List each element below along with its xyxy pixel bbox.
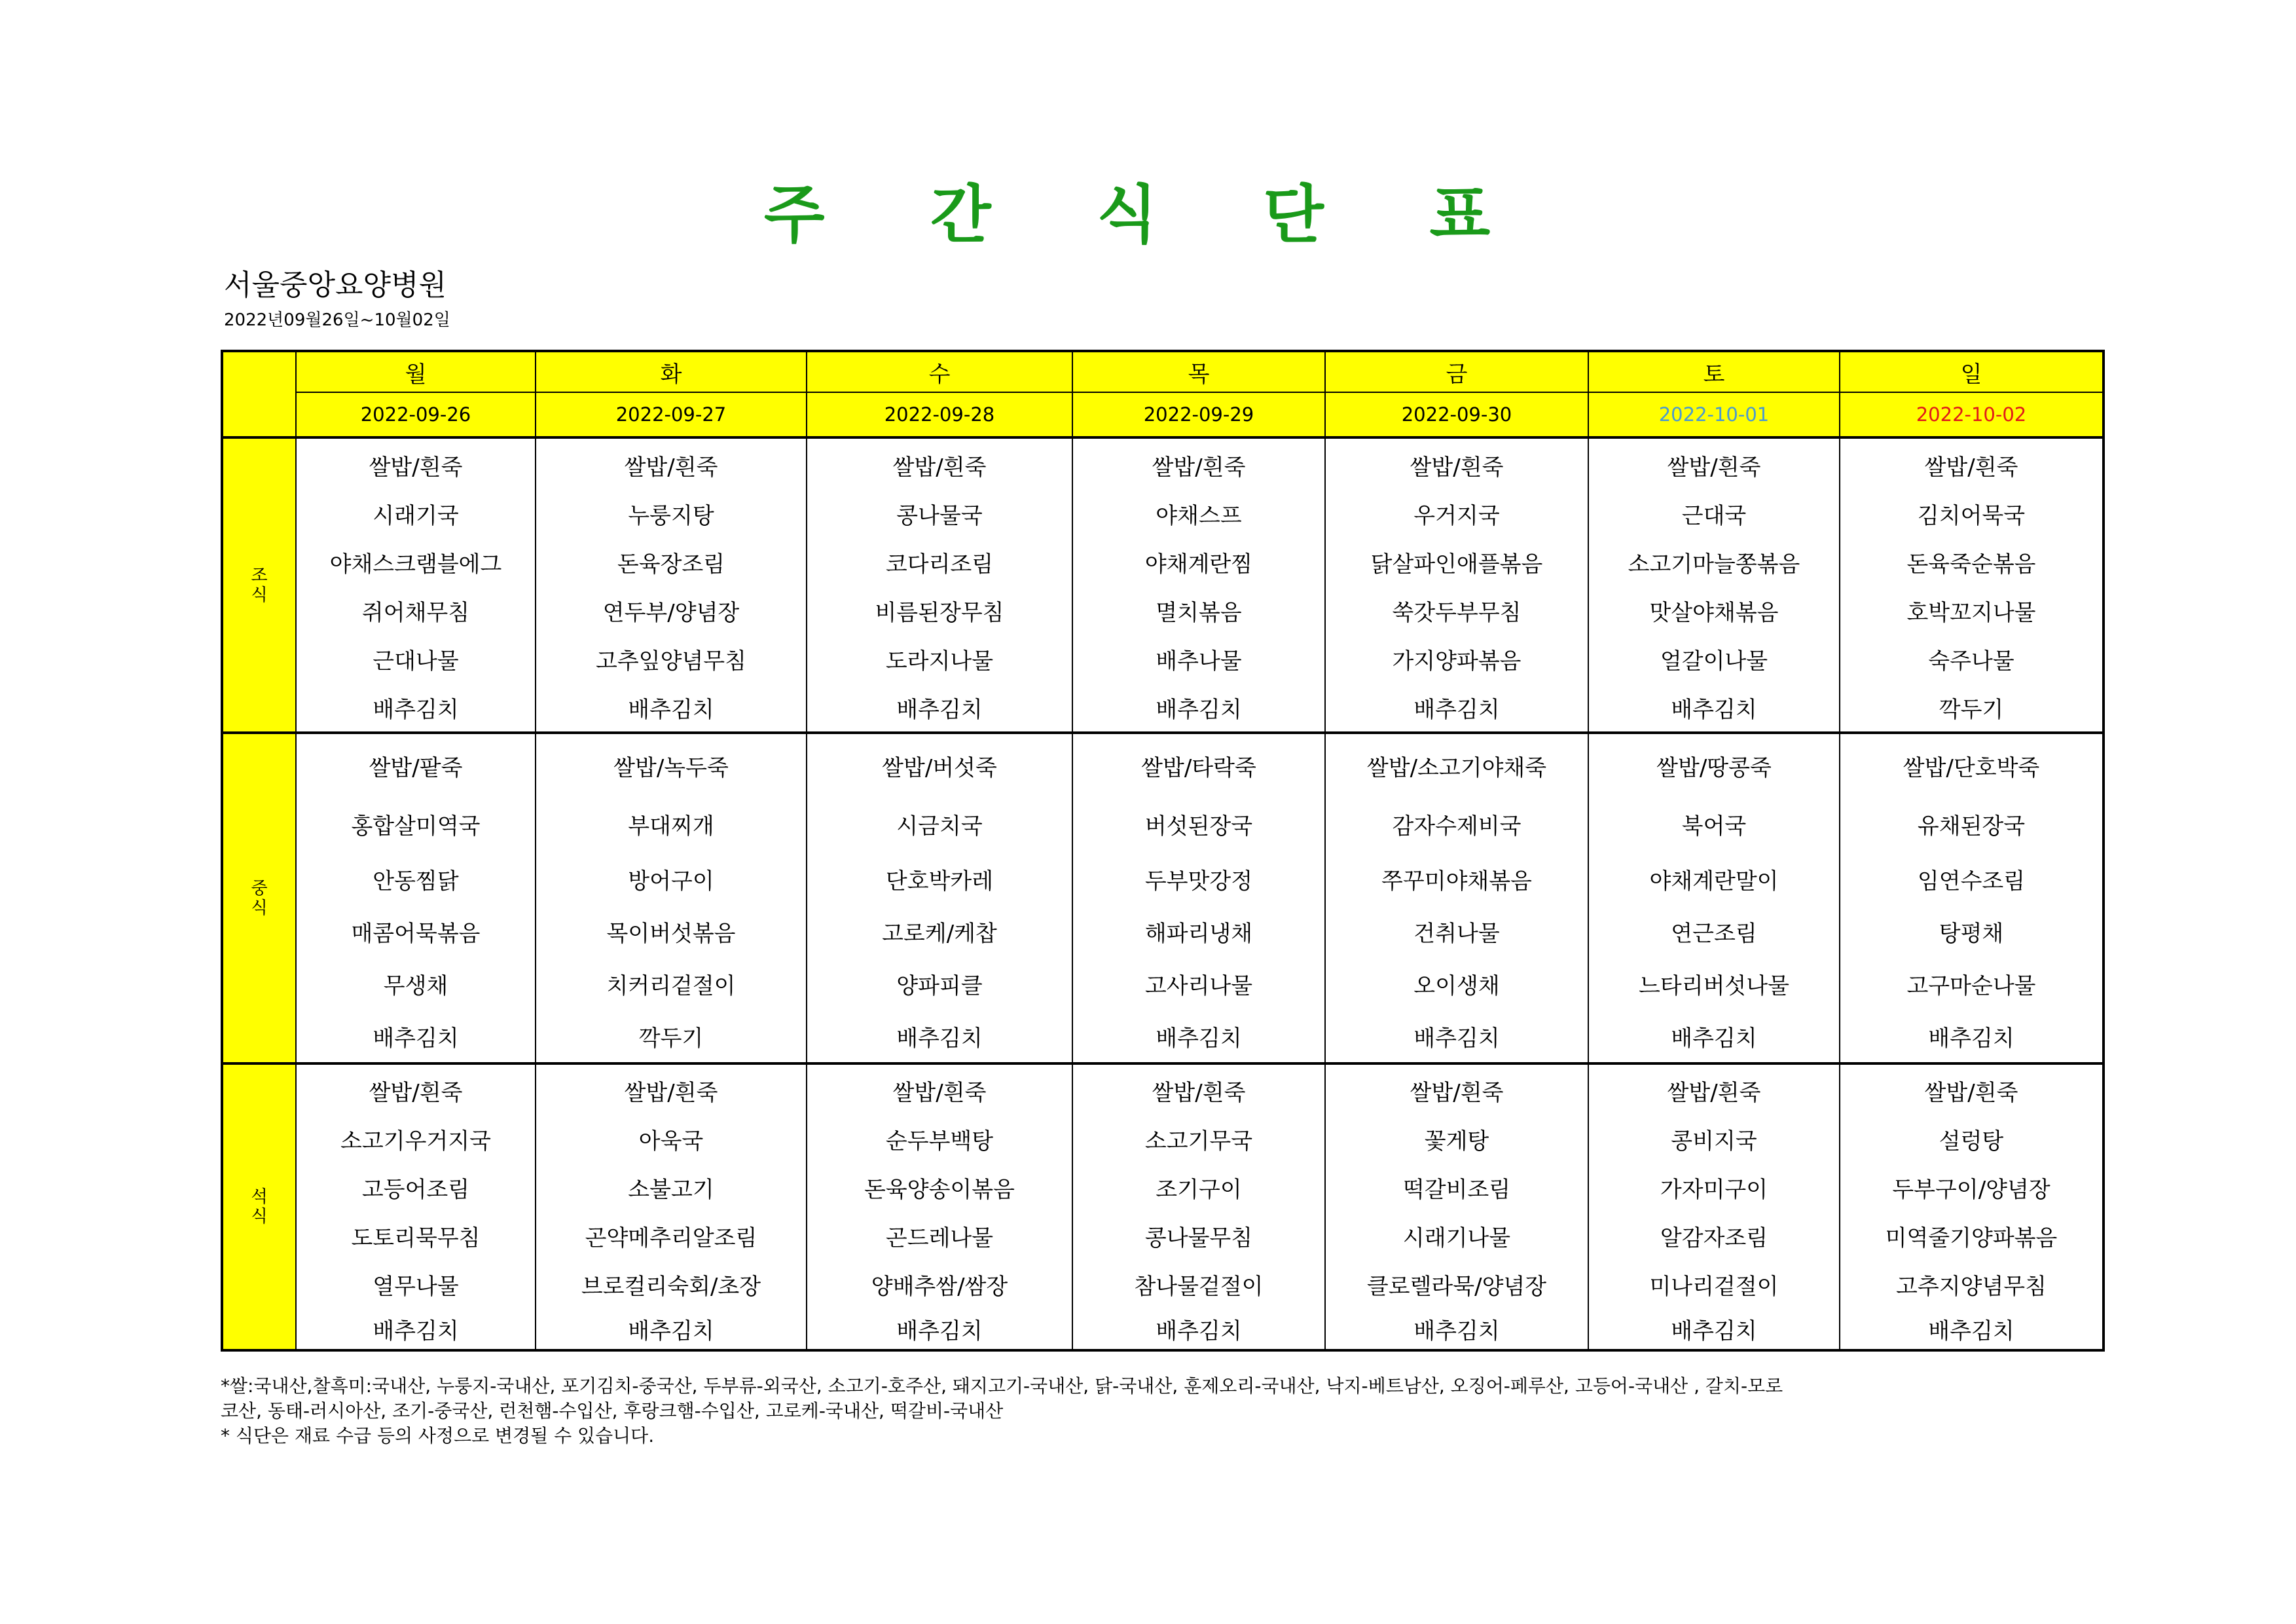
menu-item: 닭살파인애플볶음 (1370, 551, 1543, 578)
menu-item: 탕평채 (1939, 920, 2004, 947)
menu-item: 무생채 (383, 972, 448, 999)
menu-item: 쌀밥/흰죽 (892, 454, 987, 481)
menu-item: 야채계란찜 (1144, 551, 1253, 578)
menu-item: 근대나물 (373, 648, 459, 674)
menu-item: 참나물겉절이 (1134, 1273, 1264, 1300)
menu-item: 배추김치 (1156, 1025, 1242, 1052)
menu-item: 건취나물 (1413, 920, 1500, 947)
menu-item: 소고기무국 (1144, 1128, 1253, 1154)
change-disclaimer: * 식단은 재료 수급 등의 사정으로 변경될 수 있습니다. (221, 1425, 655, 1447)
date-thu: 2022-09-29 (1072, 392, 1325, 437)
menu-item: 배추김치 (373, 1025, 459, 1052)
menu-item: 양파피클 (896, 972, 983, 999)
menu-item: 열무나물 (373, 1273, 459, 1300)
menu-item: 안동찜닭 (373, 868, 459, 895)
menu-item: 떡갈비조림 (1402, 1176, 1511, 1203)
lunch-row (222, 733, 2104, 1063)
menu-item: 쭈꾸미야채볶음 (1381, 868, 1532, 895)
menu-item: 꽃게탕 (1424, 1128, 1489, 1154)
menu-item: 곤드레나물 (885, 1225, 994, 1251)
menu-item: 배추김치 (896, 696, 983, 723)
date-header-row (222, 392, 2104, 437)
menu-item: 쌀밥/흰죽 (1410, 454, 1504, 481)
breakfast-cell-fri (1325, 437, 1588, 733)
date-sat: 2022-10-01 (1588, 392, 1840, 437)
hospital-name: 서울중앙요양병원 (224, 268, 447, 302)
menu-item: 쌀밥/흰죽 (624, 1079, 718, 1106)
dinner-cell-thu (1072, 1063, 1325, 1350)
menu-item: 쌀밥/흰죽 (1152, 454, 1246, 481)
menu-item: 부대찌개 (628, 813, 714, 840)
lunch-cell-sun (1840, 733, 2104, 1063)
menu-item: 깍두기 (1939, 696, 2004, 723)
menu-item: 쌀밥/타락죽 (1141, 754, 1256, 781)
menu-item: 배추김치 (1156, 1318, 1242, 1344)
day-header-sat: 토 (1588, 351, 1840, 392)
menu-item: 쌀밥/흰죽 (1924, 454, 2018, 481)
menu-item: 시래기국 (373, 502, 459, 529)
lunch-label (222, 733, 296, 1063)
page-title: 주 간 식 단 표 (763, 178, 1533, 251)
day-header-sun: 일 (1840, 351, 2104, 392)
breakfast-label (222, 437, 296, 733)
menu-item: 돈육장조림 (617, 551, 725, 578)
dinner-cell-sat (1588, 1063, 1840, 1350)
lunch-cell-wed (807, 733, 1072, 1063)
menu-item: 쌀밥/흰죽 (369, 1079, 463, 1106)
menu-item: 북어국 (1681, 813, 1747, 840)
menu-item: 소고기마늘쫑볶음 (1628, 551, 1800, 578)
menu-item: 미나리겉절이 (1649, 1273, 1779, 1300)
menu-item: 미역줄기양파볶음 (1885, 1225, 2058, 1251)
breakfast-cell-sun (1840, 437, 2104, 733)
menu-item: 돈육죽순볶음 (1906, 551, 2036, 578)
menu-item: 쌀밥/흰죽 (369, 454, 463, 481)
menu-item: 맛살야채볶음 (1649, 599, 1779, 626)
menu-item: 홍합살미역국 (351, 813, 481, 840)
menu-item: 양배추쌈/쌈장 (871, 1273, 1008, 1300)
menu-item: 쌀밥/흰죽 (624, 454, 718, 481)
menu-item: 아욱국 (638, 1128, 704, 1154)
menu-item: 쌀밥/흰죽 (1152, 1079, 1246, 1106)
menu-item: 곤약메추리알조림 (585, 1225, 757, 1251)
menu-item: 목이버섯볶음 (606, 920, 736, 947)
menu-item: 코다리조림 (885, 551, 994, 578)
menu-item: 숙주나물 (1928, 648, 2014, 674)
dinner-cell-wed (807, 1063, 1072, 1350)
menu-item: 버섯된장국 (1144, 813, 1253, 840)
menu-item: 배추김치 (373, 696, 459, 723)
menu-item: 쌀밥/흰죽 (1410, 1079, 1504, 1106)
dinner-label-text: 석식 (251, 1187, 268, 1227)
menu-item: 깍두기 (638, 1025, 704, 1052)
menu-item: 콩비지국 (1671, 1128, 1757, 1154)
lunch-cell-tue (536, 733, 807, 1063)
menu-item: 근대국 (1681, 502, 1747, 529)
menu-item: 야채스프 (1156, 502, 1242, 529)
menu-item: 오이생채 (1413, 972, 1500, 999)
menu-item: 방어구이 (628, 868, 714, 895)
menu-item: 도토리묵무침 (351, 1225, 481, 1251)
menu-item: 멸치볶음 (1156, 599, 1242, 626)
menu-item: 배추김치 (1413, 1318, 1500, 1344)
menu-item: 배추김치 (628, 696, 714, 723)
menu-item: 도라지나물 (885, 648, 994, 674)
menu-item: 배추김치 (1671, 696, 1757, 723)
menu-item: 연두부/양념장 (602, 599, 740, 626)
lunch-cell-thu (1072, 733, 1325, 1063)
menu-item: 쌀밥/땅콩죽 (1656, 754, 1772, 781)
menu-item: 설렁탕 (1939, 1128, 2004, 1154)
breakfast-row (222, 437, 2104, 733)
dinner-label (222, 1063, 296, 1350)
dinner-cell-mon (296, 1063, 536, 1350)
menu-item: 야채스크램블에그 (329, 551, 502, 578)
menu-item: 알감자조림 (1660, 1225, 1768, 1251)
breakfast-cell-tue (536, 437, 807, 733)
menu-item: 시금치국 (896, 813, 983, 840)
menu-item: 쌀밥/버섯죽 (882, 754, 997, 781)
menu-item: 가지양파볶음 (1392, 648, 1522, 674)
menu-item: 연근조림 (1671, 920, 1757, 947)
menu-item: 쑥갓두부무침 (1392, 599, 1522, 626)
menu-item: 배추김치 (628, 1318, 714, 1344)
lunch-label-text: 중식 (251, 878, 268, 918)
date-fri: 2022-09-30 (1325, 392, 1588, 437)
menu-item: 콩나물국 (896, 502, 983, 529)
menu-item: 배추김치 (896, 1025, 983, 1052)
menu-item: 배추김치 (1928, 1025, 2014, 1052)
corner-cell (222, 351, 296, 437)
menu-item: 쌀밥/흰죽 (1667, 1079, 1761, 1106)
menu-item: 시래기나물 (1402, 1225, 1511, 1251)
menu-item: 고구마순나물 (1906, 972, 2036, 999)
menu-item: 고추지양념무침 (1896, 1273, 2047, 1300)
menu-item: 배추김치 (1156, 696, 1242, 723)
menu-item: 임연수조림 (1917, 868, 2026, 895)
menu-item: 콩나물무침 (1144, 1225, 1253, 1251)
date-sun: 2022-10-02 (1840, 392, 2104, 437)
menu-item: 배추나물 (1156, 648, 1242, 674)
menu-item: 고추잎양념무침 (596, 648, 746, 674)
menu-item: 소고기우거지국 (340, 1128, 491, 1154)
menu-item: 얼갈이나물 (1660, 648, 1768, 674)
menu-item: 쌀밥/녹두죽 (613, 754, 729, 781)
menu-item: 쌀밥/소고기야채죽 (1366, 754, 1547, 781)
menu-item: 단호박카레 (885, 868, 994, 895)
menu-item: 고등어조림 (361, 1176, 470, 1203)
menu-item: 쌀밥/흰죽 (1924, 1079, 2018, 1106)
menu-item: 느타리버섯나물 (1639, 972, 1789, 999)
origin-note-line1: *쌀:국내산,찰흑미:국내산, 누룽지-국내산, 포기김치-중국산, 두부류-외국산, 소고기-호주산, 돼지고기-국내산, 닭-국내산, 훈제오리-국내산, 낙지-베트남산, 오징어-페루산, 고등어-국내산 , 갈치-모로 (221, 1375, 1783, 1397)
origin-note-line2: 코산, 동태-러시아산, 조기-중국산, 런천햄-수입산, 후랑크햄-수입산, 고로케-국내산, 떡갈비-국내산 (221, 1400, 1004, 1422)
day-header-tue: 화 (536, 351, 807, 392)
menu-item: 쌀밥/흰죽 (892, 1079, 987, 1106)
menu-item: 배추김치 (1413, 696, 1500, 723)
menu-item: 고로케/케찹 (882, 920, 997, 947)
menu-item: 쥐어채무침 (361, 599, 470, 626)
menu-item: 쌀밥/단호박죽 (1903, 754, 2040, 781)
breakfast-cell-wed (807, 437, 1072, 733)
footnotes (221, 1374, 2106, 1449)
menu-item: 배추김치 (1928, 1318, 2014, 1344)
menu-item: 브로컬리숙회/초장 (581, 1273, 761, 1300)
menu-item: 유채된장국 (1917, 813, 2026, 840)
date-tue: 2022-09-27 (536, 392, 807, 437)
menu-item: 가자미구이 (1660, 1176, 1768, 1203)
menu-item: 조기구이 (1156, 1176, 1242, 1203)
menu-item: 배추김치 (1413, 1025, 1500, 1052)
date-wed: 2022-09-28 (807, 392, 1072, 437)
menu-item: 배추김치 (896, 1318, 983, 1344)
day-header-row (222, 351, 2104, 392)
dinner-cell-fri (1325, 1063, 1588, 1350)
menu-item: 우거지국 (1413, 502, 1500, 529)
menu-item: 배추김치 (373, 1318, 459, 1344)
menu-item: 야채계란말이 (1649, 868, 1779, 895)
menu-item: 감자수제비국 (1392, 813, 1522, 840)
menu-item: 김치어묵국 (1917, 502, 2026, 529)
dinner-row (222, 1063, 2104, 1350)
menu-item: 배추김치 (1671, 1318, 1757, 1344)
menu-item: 소불고기 (628, 1176, 714, 1203)
menu-item: 순두부백탕 (885, 1128, 994, 1154)
day-header-fri: 금 (1325, 351, 1588, 392)
breakfast-cell-mon (296, 437, 536, 733)
menu-item: 치커리겉절이 (606, 972, 736, 999)
menu-item: 쌀밥/팥죽 (369, 754, 463, 781)
date-mon: 2022-09-26 (296, 392, 536, 437)
lunch-cell-sat (1588, 733, 1840, 1063)
menu-item: 배추김치 (1671, 1025, 1757, 1052)
lunch-cell-mon (296, 733, 536, 1063)
breakfast-cell-thu (1072, 437, 1325, 733)
menu-item: 비름된장무침 (875, 599, 1004, 626)
day-header-wed: 수 (807, 351, 1072, 392)
menu-item: 돈육양송이볶음 (864, 1176, 1015, 1203)
menu-item: 두부맛강정 (1144, 868, 1253, 895)
menu-item: 해파리냉채 (1144, 920, 1253, 947)
menu-item: 매콤어묵볶음 (351, 920, 481, 947)
menu-item: 쌀밥/흰죽 (1667, 454, 1761, 481)
day-header-thu: 목 (1072, 351, 1325, 392)
menu-item: 호박꼬지나물 (1906, 599, 2036, 626)
menu-item: 고사리나물 (1144, 972, 1253, 999)
menu-item: 누룽지탕 (628, 502, 714, 529)
dinner-cell-tue (536, 1063, 807, 1350)
lunch-cell-fri (1325, 733, 1588, 1063)
day-header-mon: 월 (296, 351, 536, 392)
dinner-cell-sun (1840, 1063, 2104, 1350)
menu-item: 두부구이/양념장 (1892, 1176, 2050, 1203)
breakfast-cell-sat (1588, 437, 1840, 733)
breakfast-label-text: 조식 (251, 565, 268, 605)
weekly-menu-table (221, 350, 2105, 1352)
menu-item: 클로렐라묵/양념장 (1366, 1273, 1547, 1300)
menu-period: 2022년09월26일~10월02일 (224, 310, 450, 330)
